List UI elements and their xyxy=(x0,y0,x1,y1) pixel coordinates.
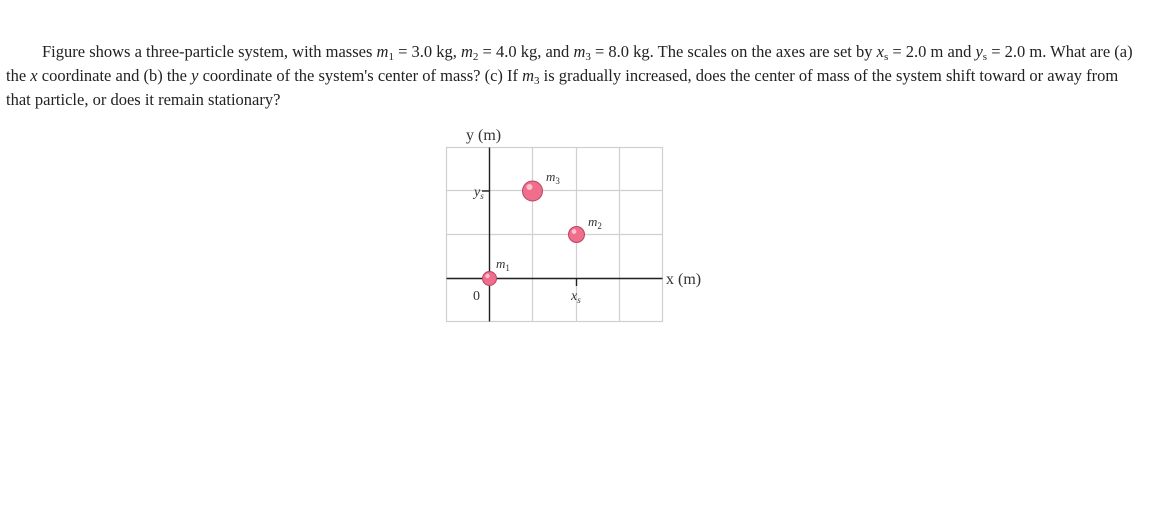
part-b-text: coordinate of the system's center of mass? (c) If xyxy=(198,66,523,85)
ys-label: $y_s$ xyxy=(474,185,484,201)
m3-symbol-part-c: m xyxy=(522,66,535,85)
m2-value: = 4.0 kg, and xyxy=(478,42,574,61)
m1-value: = 3.0 kg, xyxy=(393,42,461,61)
m2-symbol: m xyxy=(461,42,473,61)
m3-symbol: m xyxy=(573,42,586,61)
x-axis-label: x (m) xyxy=(666,271,702,288)
m2-label: $m_2$ xyxy=(588,214,602,231)
xs-subscript: s xyxy=(883,51,889,63)
particle-m3 xyxy=(523,181,543,201)
m1-label: $m_1$ xyxy=(496,256,510,273)
particle-m2-highlight xyxy=(572,229,577,234)
axes xyxy=(447,148,663,322)
grid-border xyxy=(447,148,663,322)
intro-text: Figure shows a three-particle system, with masses xyxy=(42,42,377,61)
y-coordinate-symbol: y xyxy=(191,66,199,85)
particle-m1-highlight xyxy=(485,274,489,278)
grid xyxy=(447,148,663,322)
ys-subscript: s xyxy=(982,51,988,63)
y-axis-label: y (m) xyxy=(466,127,502,144)
xs-value: = 2.0 m and xyxy=(888,42,976,61)
ys-value: = 2.0 m. What are (a) the xyxy=(6,42,1133,85)
m1-subscript: 1 xyxy=(388,51,394,63)
m3-subscript: 3 xyxy=(585,51,591,63)
xs-symbol: x xyxy=(876,42,884,61)
particle-m2 xyxy=(569,227,585,243)
m3-subscript-part-c: 3 xyxy=(534,75,540,87)
problem-statement xyxy=(6,40,1138,112)
part-c-text: is gradually increased, does the center of mass of the system shift toward or away from that particle, or does it remain stationary? xyxy=(6,66,1119,109)
m2-subscript: 2 xyxy=(472,51,479,63)
particle-m3-highlight xyxy=(527,184,533,190)
origin-label: 0 xyxy=(473,289,480,304)
m3-value: = 8.0 kg. The scales on the axes are set by xyxy=(590,42,877,61)
particle-m1 xyxy=(483,272,497,286)
xs-label: $x_s$ xyxy=(571,289,581,305)
m3-label: $m_3$ xyxy=(546,169,560,186)
x-coordinate-symbol: x xyxy=(30,66,38,85)
ys-symbol: y xyxy=(975,42,983,61)
m1-symbol: m xyxy=(376,42,389,61)
part-a-text: coordinate and (b) the xyxy=(37,66,192,85)
